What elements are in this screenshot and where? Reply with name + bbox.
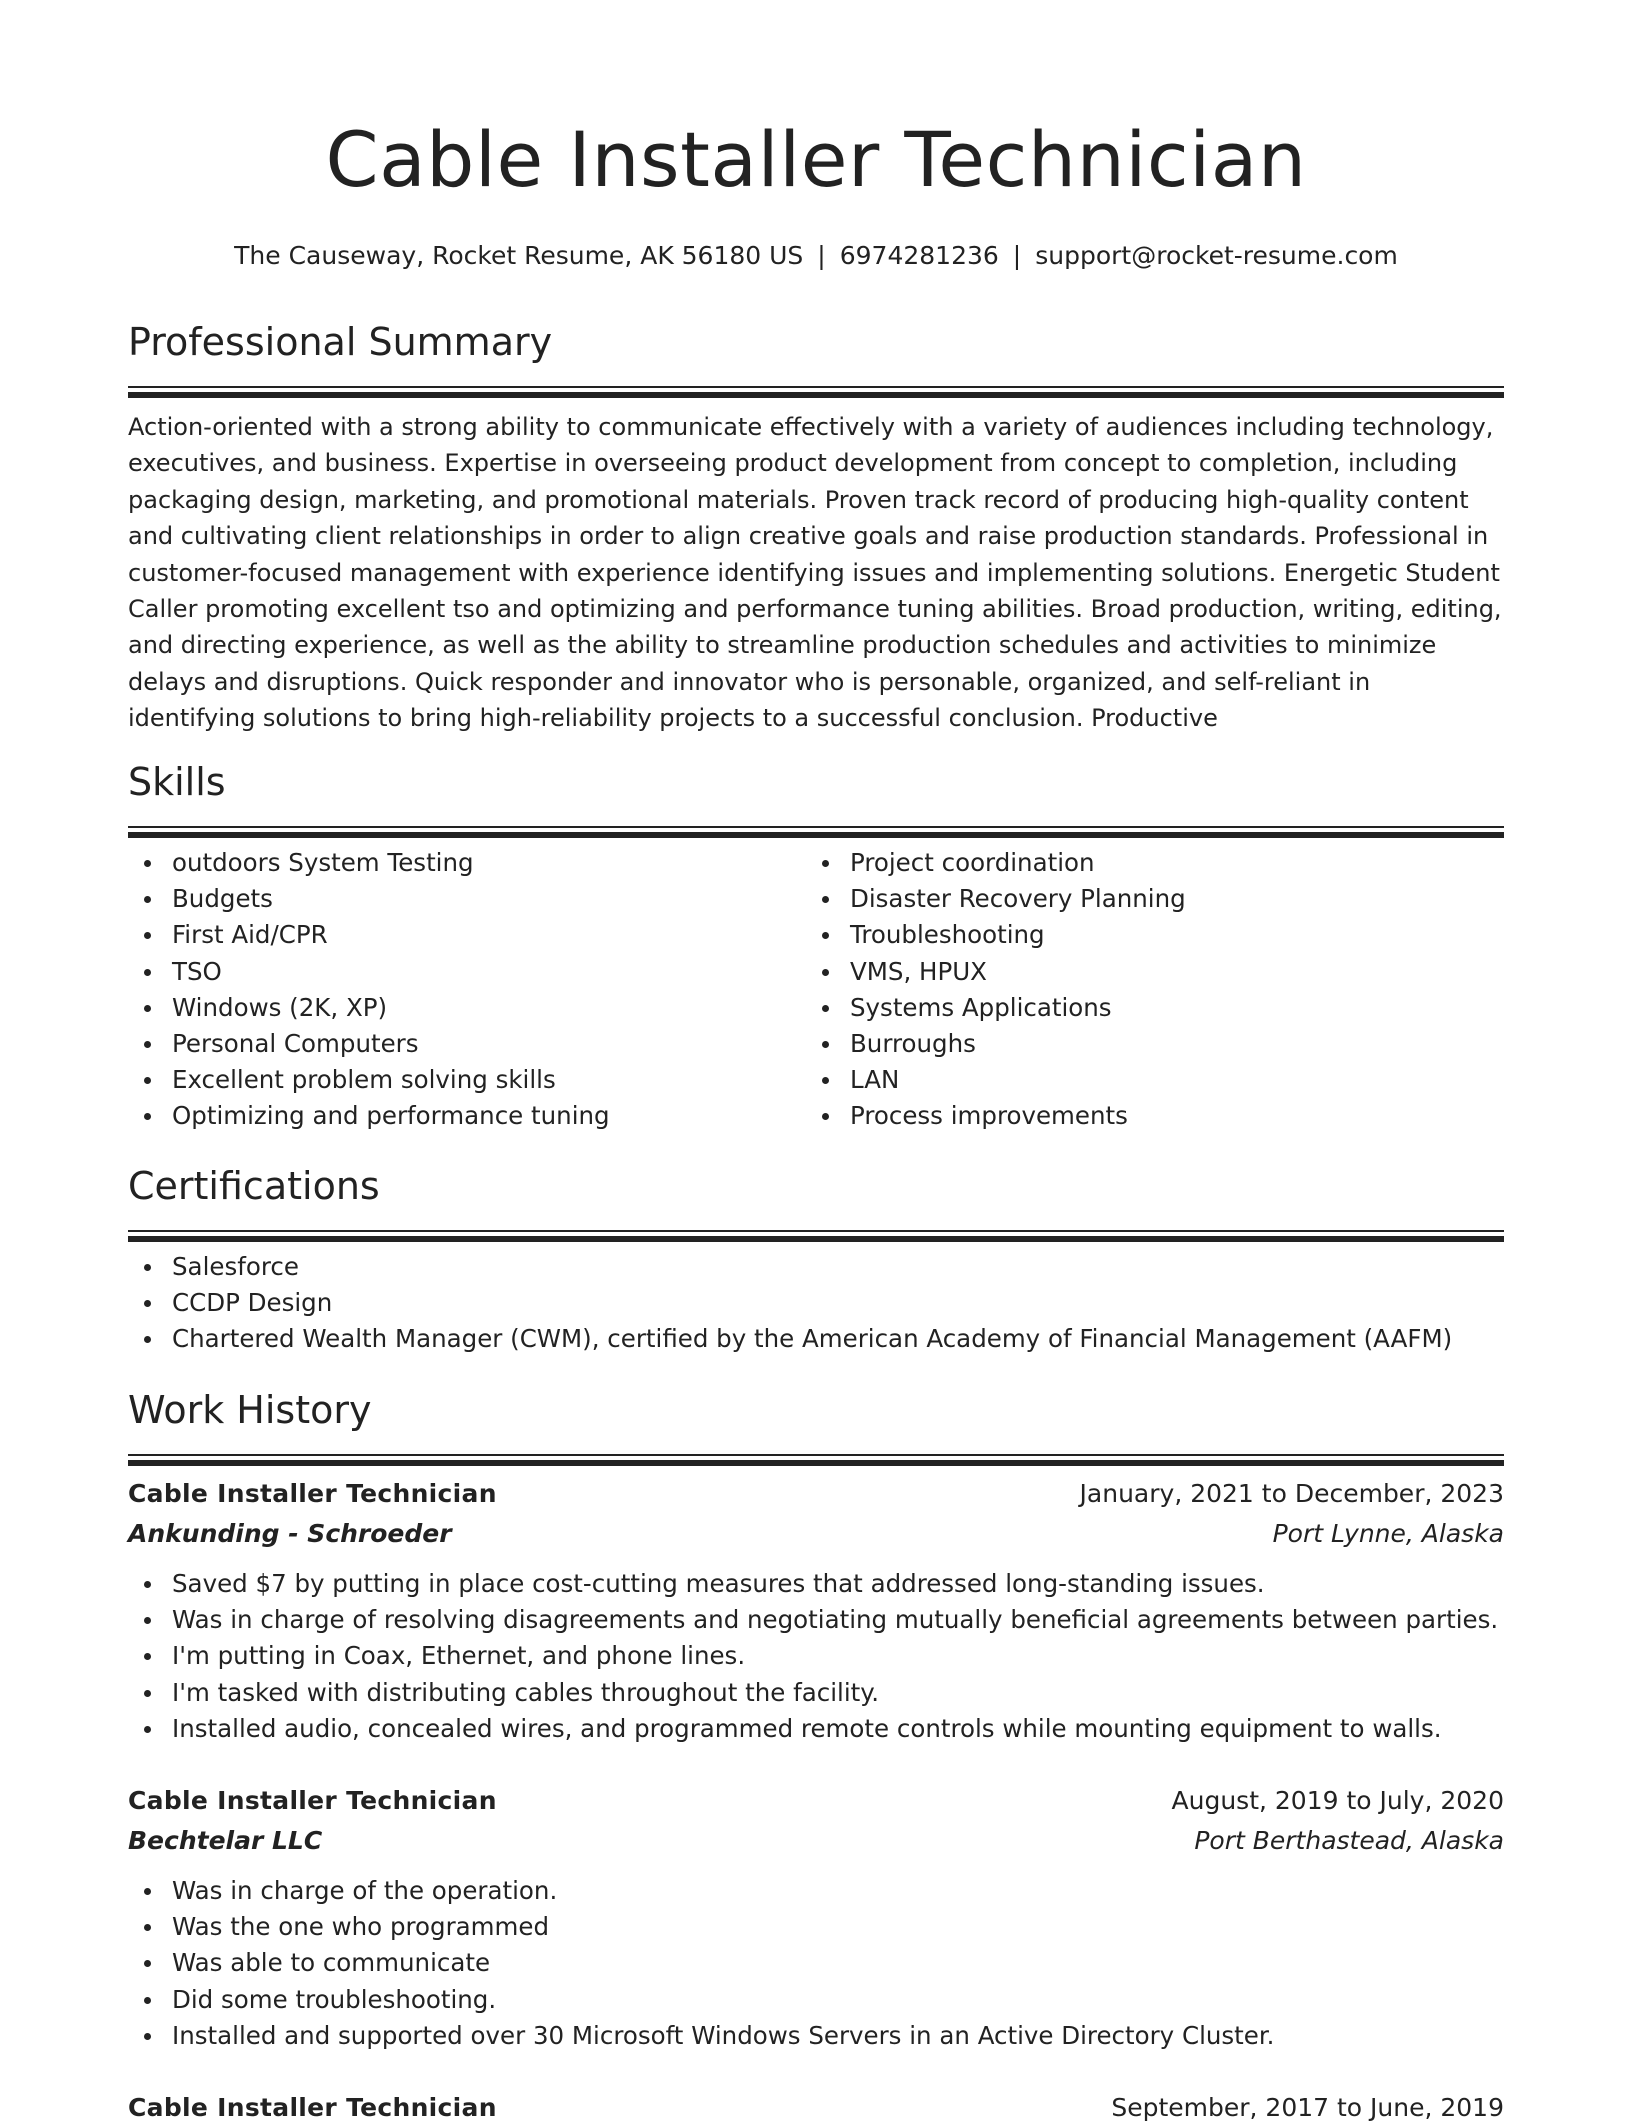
skills-column-right [806,845,1484,1135]
section-title: Skills [128,760,226,804]
skill-item: Windows (2K, XP) [128,990,806,1026]
certification-item: Salesforce [128,1249,1504,1285]
section-divider [128,386,1504,391]
certification-item: Chartered Wealth Manager (CWM), certified by the American Academy of Financial Management (AAFM) [128,1321,1504,1357]
skills-section [128,758,1504,1135]
skill-item: Systems Applications [806,990,1484,1026]
job-dates: September, 2017 to June, 2019 [1111,2093,1504,2122]
summary-text: Action-oriented with a strong ability to communicate effectively with a variety of audiences including technology, executives, and business. Expertise in overseeing product development from concept to completion, including packaging design, marketing, and promotional materials. Proven track record of producing high-quality content and cultivating client relationships in order to align creative goals and raise production standards. Professional in customer-focused management with experience identifying issues and implementing solutions. Energetic Student Caller promoting excellent tso and optimizing and performance tuning abilities. Broad production, writing, editing, and directing experience, as well as the ability to streamline production schedules and activities to minimize delays and disruptions. Quick responder and innovator who is personable, organized, and self-reliant in identifying solutions to bring high-reliability projects to a successful conclusion. Productive [128,413,1502,733]
contact-separator: | [817,241,826,270]
job-company-row [128,1821,1504,1861]
job-header-row [128,1474,1504,1514]
job-title: Cable Installer Technician [128,1479,497,1508]
job-location: Port Berthastead, Alaska [1194,1826,1504,1855]
job-bullets [128,1873,1504,2054]
section-divider [128,1230,1504,1235]
skills-columns [128,845,1504,1135]
job-bullet: Was the one who programmed [128,1909,1504,1945]
work-history-section [128,1386,1504,1459]
job-bullet: Was in charge of resolving disagreements and negotiating mutually beneficial agreements between parties. [128,1602,1504,1638]
skill-item: Budgets [128,881,806,917]
skill-item: Optimizing and performance tuning [128,1098,806,1134]
section-divider [128,826,1504,831]
contact-line [128,238,1504,274]
job-company: Ankunding - Schroeder [128,1519,452,1548]
job-entry [128,1474,1504,1747]
skill-item: Troubleshooting [806,917,1484,953]
section-title: Work History [128,1388,372,1432]
job-company-row [128,1514,1504,1554]
skill-item: TSO [128,954,806,990]
certifications-list [128,1249,1504,1358]
skill-item: outdoors System Testing [128,845,806,881]
skill-item: Project coordination [806,845,1484,881]
job-bullet: Installed and supported over 30 Microsoft Windows Servers in an Active Directory Cluster. [128,2018,1504,2054]
section-title: Professional Summary [128,320,553,364]
job-entry [128,2088,1504,2128]
job-bullet: Was able to communicate [128,1945,1504,1981]
job-bullet: Saved $7 by putting in place cost-cutting measures that addressed long-standing issues. [128,1566,1504,1602]
skill-item: Process improvements [806,1098,1484,1134]
resume-name: Cable Installer Technician [325,115,1307,204]
skill-item: Personal Computers [128,1026,806,1062]
skill-item: First Aid/CPR [128,917,806,953]
job-bullet: I'm putting in Coax, Ethernet, and phone lines. [128,1638,1504,1674]
skill-item: LAN [806,1062,1484,1098]
job-title: Cable Installer Technician [128,2093,497,2122]
job-title: Cable Installer Technician [128,1786,497,1815]
contact-address: The Causeway, Rocket Resume, AK 56180 US [234,241,804,270]
job-bullet: Installed audio, concealed wires, and programmed remote controls while mounting equipment to walls. [128,1711,1504,1747]
job-entry [128,1781,1504,2054]
certification-item: CCDP Design [128,1285,1504,1321]
section-title: Certifications [128,1164,380,1208]
job-company: Bechtelar LLC [128,1826,323,1855]
skill-item: Burroughs [806,1026,1484,1062]
job-dates: August, 2019 to July, 2020 [1171,1786,1504,1815]
contact-separator: | [1012,241,1022,270]
job-dates: January, 2021 to December, 2023 [1079,1479,1504,1508]
skill-item: Disaster Recovery Planning [806,881,1484,917]
summary-section [128,318,1504,737]
job-header-row [128,1781,1504,1821]
contact-phone: 6974281236 [839,241,999,270]
job-location: Port Lynne, Alaska [1272,1519,1504,1548]
job-bullets [128,1566,1504,1747]
skills-list-left [128,845,806,1135]
job-bullet: Was in charge of the operation. [128,1873,1504,1909]
skill-item: VMS, HPUX [806,954,1484,990]
skill-item: Excellent problem solving skills [128,1062,806,1098]
contact-email: support@rocket-resume.com [1035,241,1398,270]
skills-list-right [806,845,1484,1135]
skills-column-left [128,845,806,1135]
job-bullet: Did some troubleshooting. [128,1982,1504,2018]
job-bullet: I'm tasked with distributing cables throughout the facility. [128,1675,1504,1711]
job-header-row [128,2088,1504,2128]
section-divider [128,1454,1504,1459]
certifications-section [128,1162,1504,1358]
